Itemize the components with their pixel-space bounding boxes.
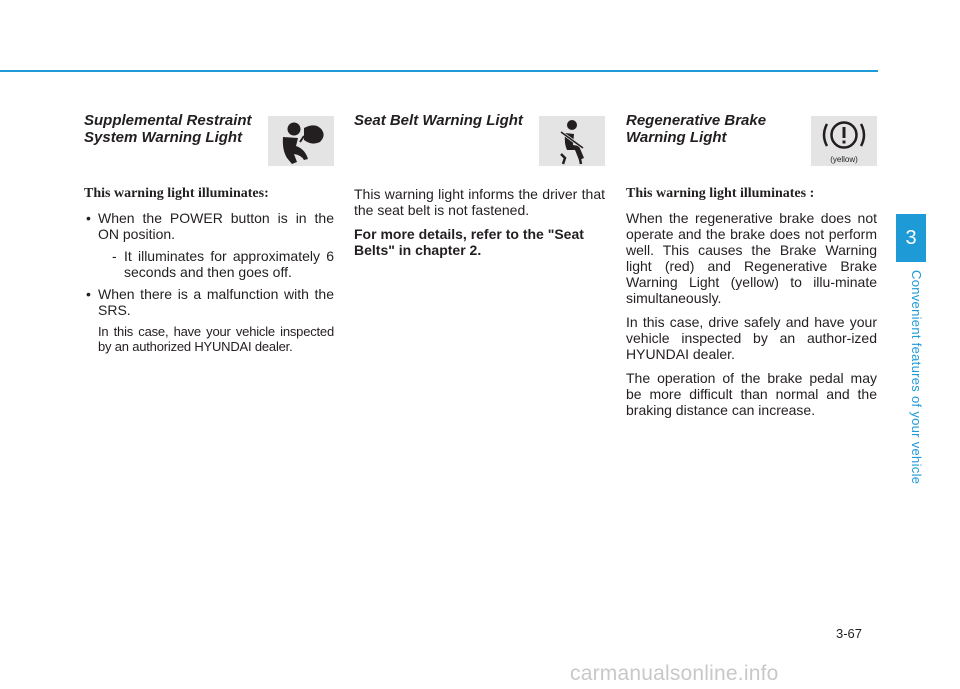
page-number: 3-67 xyxy=(836,626,863,641)
section-title: Seat Belt Warning Light xyxy=(354,112,523,129)
section-header xyxy=(84,112,334,168)
reference-text: For more details, refer to the "Seat Belts" in chapter 2. xyxy=(354,226,584,258)
body-text: This warning light informs the driver that the seat belt is not fastened. xyxy=(354,186,605,218)
condition-list xyxy=(84,210,334,318)
paragraph: The operation of the brake pedal may be more difficult than normal and the braking distance can increase. xyxy=(626,370,877,418)
sub-item-text: It illuminates for approximately 6 seconds and then goes off. xyxy=(124,248,334,280)
regen-brake-section xyxy=(626,108,877,418)
section-title: Regenerative Brake Warning Light xyxy=(626,112,767,146)
chapter-tab xyxy=(896,214,926,262)
airbag-warning-icon xyxy=(268,116,334,166)
watermark: carmanualsonline.info xyxy=(570,662,779,685)
chapter-number: 3 xyxy=(905,227,917,249)
brake-warning-icon xyxy=(811,116,877,166)
sub-item: - It illuminates for approximately 6 seconds and then goes off. xyxy=(112,248,334,280)
seat-belt-warning-icon xyxy=(539,116,605,166)
section-header xyxy=(354,112,605,168)
list-item xyxy=(84,210,334,280)
list-item-text: When the POWER button is in the ON position. xyxy=(98,210,334,242)
list-item xyxy=(84,286,334,318)
intro-text: This warning light illuminates: xyxy=(84,186,269,201)
chapter-title: Convenient features of your vehicle xyxy=(909,270,924,485)
seat-belt-section xyxy=(354,108,605,258)
section-header xyxy=(626,112,877,168)
paragraph: When the regenerative brake does not operate and the brake does not perform well. This causes the Brake Warning light (red) and Regenerative Brake Warning Light (yellow) to illu-minate simultaneously. xyxy=(626,210,877,306)
intro-text: This warning light illuminates : xyxy=(626,186,815,201)
srs-section xyxy=(84,108,334,354)
section-title: Supplemental Restraint System Warning Light xyxy=(84,112,252,146)
icon-caption: (yellow) xyxy=(830,155,858,164)
note-text: In this case, have your vehicle inspected by an authorized HYUNDAI dealer. xyxy=(98,324,334,354)
list-item-text: When there is a malfunction with the SRS. xyxy=(98,286,334,318)
paragraph: In this case, drive safely and have your vehicle inspected by an author-ized HYUNDAI dealer. xyxy=(626,314,877,362)
header-rule xyxy=(0,70,878,72)
